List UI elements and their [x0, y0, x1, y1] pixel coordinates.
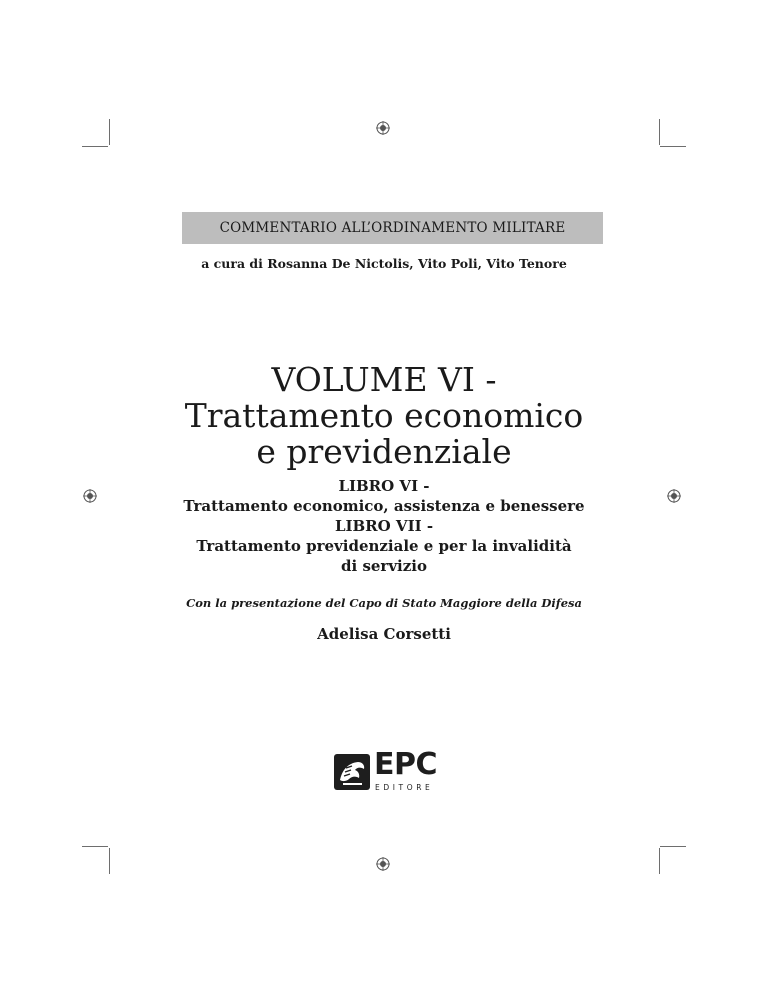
publisher-name: EPC: [374, 747, 437, 782]
crop-mark-top-right-v: [659, 119, 660, 145]
book-line: Trattamento economico, assistenza e benessere: [183, 497, 585, 515]
presentation-note: Con la presentazione del Capo di Stato Maggiore della Difesa: [186, 596, 582, 610]
crop-mark-bottom-left-h: [82, 846, 108, 847]
books-list: [0, 476, 768, 576]
book-line: di servizio: [341, 557, 427, 575]
series-title: COMMENTARIO ALL’ORDINAMENTO MILITARE: [219, 220, 566, 236]
book-line: Trattamento previdenziale e per la invalidità: [196, 537, 572, 555]
volume-title-line: VOLUME VI -: [271, 360, 497, 399]
publisher-logo: [334, 747, 454, 796]
volume-title: [0, 362, 768, 470]
crop-mark-top-right-h: [660, 146, 686, 147]
lion-icon: [334, 754, 370, 790]
registration-mark-top-icon: [376, 121, 390, 135]
volume-title-line: e previdenziale: [256, 432, 512, 471]
book-line: LIBRO VI -: [338, 477, 430, 495]
crop-mark-top-left-v: [109, 119, 110, 145]
editors-line: a cura di Rosanna De Nictolis, Vito Poli, Vito Tenore: [201, 256, 567, 271]
crop-mark-bottom-right-v: [659, 848, 660, 874]
crop-mark-bottom-left-v: [109, 848, 110, 874]
author-name: Adelisa Corsetti: [317, 625, 451, 643]
book-line: LIBRO VII -: [334, 517, 434, 535]
publisher-subtitle: EDITORE: [375, 783, 434, 792]
registration-mark-bottom-icon: [376, 857, 390, 871]
volume-title-line: Trattamento economico: [184, 396, 584, 435]
series-title-bar: [182, 212, 603, 244]
crop-mark-top-left-h: [82, 146, 108, 147]
crop-mark-bottom-right-h: [660, 846, 686, 847]
